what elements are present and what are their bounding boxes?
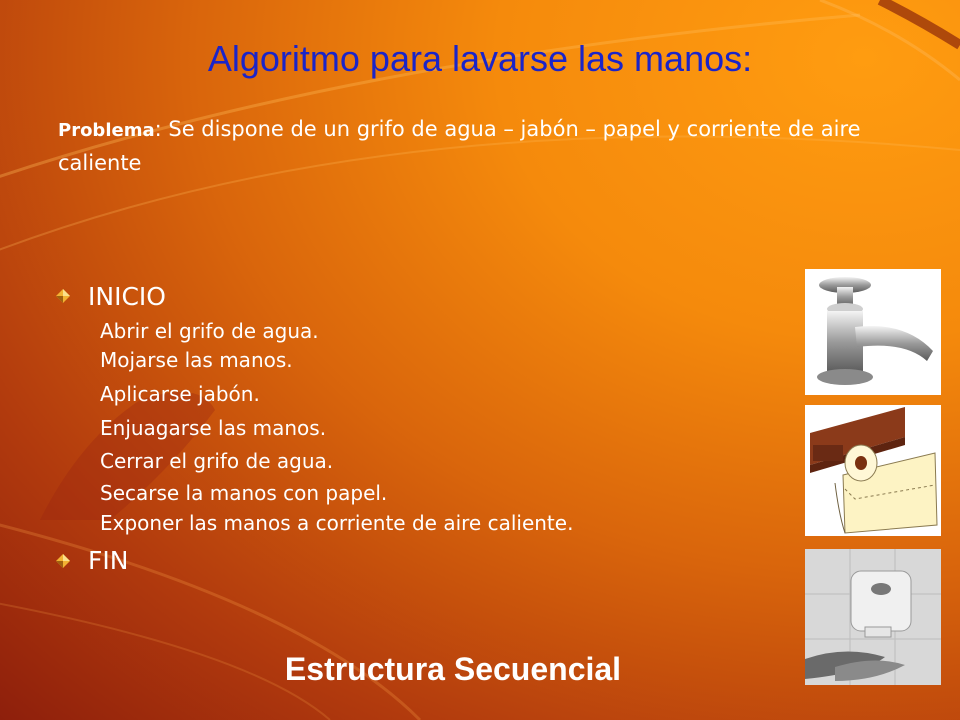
slide-title: Algoritmo para lavarse las manos: — [207, 38, 753, 79]
step-5: Cerrar el grifo de agua. — [100, 449, 334, 473]
inicio-label: INICIO — [88, 282, 166, 311]
problem-text: : Se dispone de un grifo de agua – jabón – papel y corriente de aire caliente — [58, 117, 861, 175]
step-3: Aplicarse jabón. — [100, 382, 260, 406]
problem-statement — [58, 113, 908, 179]
step-7: Exponer las manos a corriente de aire caliente. — [100, 511, 574, 535]
faucet-image — [805, 269, 941, 395]
footer-title: Estructura Secuencial — [284, 651, 622, 687]
problem-label: Problema — [58, 120, 155, 141]
step-2: Mojarse las manos. — [100, 348, 293, 372]
step-1: Abrir el grifo de agua. — [100, 319, 319, 343]
fin-label: FIN — [88, 546, 129, 575]
paper-towel-image — [805, 405, 941, 536]
step-6: Secarse la manos con papel. — [100, 481, 388, 505]
bullet-icon — [55, 288, 71, 304]
bullet-icon — [55, 553, 71, 569]
step-4: Enjuagarse las manos. — [100, 416, 327, 440]
